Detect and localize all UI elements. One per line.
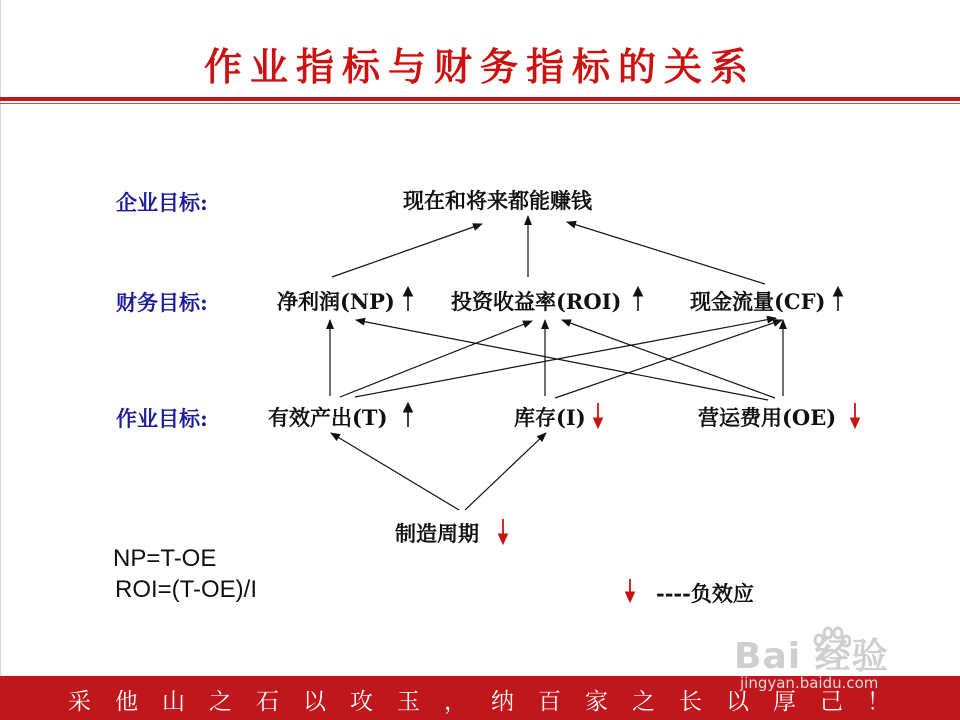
- legend-down-arrow-icon: [626, 579, 635, 602]
- edge-np-to-money: [332, 224, 482, 277]
- up-arrow-icon: [404, 287, 413, 311]
- edge-cycle-to-t: [331, 433, 459, 510]
- node-roi: 投资收益率(ROI): [451, 289, 622, 314]
- edge-t-to-roi: [340, 321, 532, 397]
- row-label-enterprise-goal: 企业目标:: [116, 190, 208, 215]
- watermark-brand: Bai 经验: [734, 636, 889, 677]
- edge-oe-to-np: [356, 320, 768, 400]
- legend-negative-effect: ----负效应: [656, 581, 754, 606]
- down-arrow-icon: [499, 519, 508, 544]
- node-cash-flow: 现金流量(CF): [690, 289, 826, 314]
- row-label-financial-goal: 财务目标:: [116, 290, 208, 315]
- node-net-profit: 净利润(NP): [277, 289, 395, 314]
- formula-roi: ROI=(T-OE)/I: [115, 576, 258, 603]
- footer-motto: 采他山之石以攻玉，纳百家之长以厚己！: [68, 689, 914, 715]
- watermark-url: jingyan.baidu.com: [740, 674, 879, 692]
- up-arrow-icon: [834, 287, 843, 311]
- baidu-watermark: [734, 622, 930, 696]
- node-operating-expense: 营运费用(OE): [698, 405, 837, 430]
- edge-cf-to-money: [567, 222, 765, 284]
- node-throughput: 有效产出(T): [268, 405, 388, 430]
- node-make-money: 现在和将来都能赚钱: [403, 188, 592, 213]
- down-arrow-icon: [851, 403, 860, 428]
- node-inventory: 库存(I): [514, 405, 586, 430]
- up-arrow-icon: [634, 287, 643, 311]
- node-cycle-time: 制造周期: [395, 521, 479, 546]
- edge-cycle-to-i: [465, 433, 546, 510]
- row-label-operation-goal: 作业目标:: [116, 406, 208, 431]
- page-title: 作业指标与财务指标的关系: [203, 44, 756, 89]
- edge-t-to-cf: [355, 318, 776, 397]
- up-arrow-icon: [404, 403, 413, 427]
- paw-logo-icon: [811, 626, 851, 668]
- formula-np: NP=T-OE: [113, 545, 217, 572]
- edge-oe-to-roi: [562, 320, 775, 398]
- down-arrow-icon: [594, 403, 603, 428]
